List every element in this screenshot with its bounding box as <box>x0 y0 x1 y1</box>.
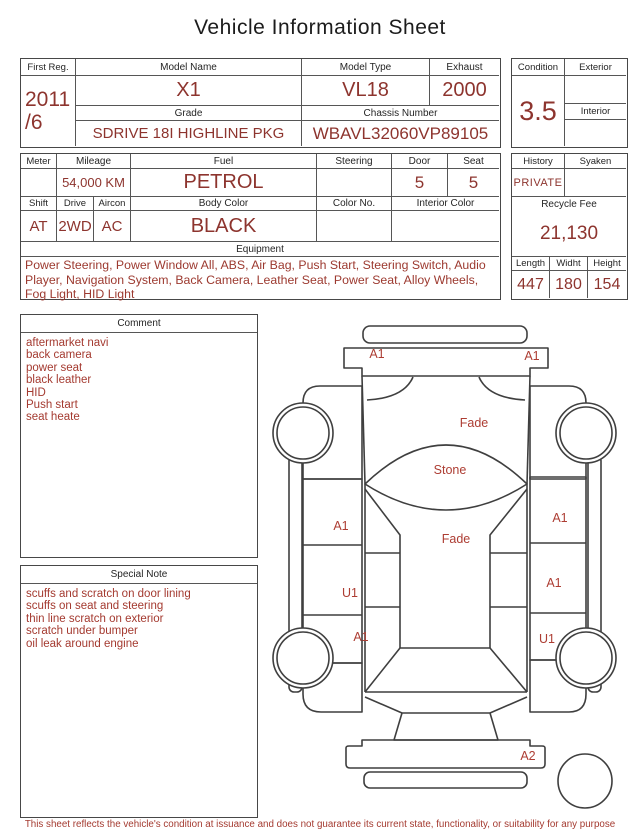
equipment-value: Power Steering, Power Window All, ABS, Air Bag, Push Start, Steering Switch, Audio Player, Navigation System, Back Camera, Leather Seat, Power Seat, Alloy Wheels, Fog Light, HID Light <box>25 258 486 302</box>
damage-label: A1 <box>524 349 540 363</box>
model-type-value: VL18 <box>302 76 430 106</box>
model-type-label: Model Type <box>302 59 430 76</box>
aircon-value: AC <box>94 211 131 242</box>
damage-label: Fade <box>459 416 489 430</box>
damage-labels <box>333 347 567 763</box>
seat-label: Seat <box>448 154 499 169</box>
model-name-label: Model Name <box>76 59 302 76</box>
first-reg-year: 2011 <box>25 88 71 111</box>
interior-color-label: Interior Color <box>392 197 499 211</box>
condition-label: Condition <box>512 59 565 76</box>
first-reg-value <box>21 76 76 146</box>
model-name-value: X1 <box>76 76 302 106</box>
car-damage-diagram <box>260 315 640 815</box>
syaken-value <box>565 169 626 197</box>
note-line: thin line scratch on exterior <box>26 612 164 625</box>
trunk-shape <box>394 713 498 740</box>
steering-label: Steering <box>317 154 392 169</box>
special-note-box <box>20 565 258 818</box>
history-box <box>511 153 628 300</box>
body-color-value: BLACK <box>131 211 317 242</box>
note-line: black leather <box>26 374 92 387</box>
condition-value: 3.5 <box>512 76 565 146</box>
grade-value: SDRIVE 18I HIGHLINE PKG <box>76 121 302 146</box>
note-line: Push start <box>26 399 78 412</box>
history-value: PRIVATE <box>512 169 565 197</box>
chassis-number-label: Chassis Number <box>302 106 499 121</box>
condition-box <box>511 58 628 148</box>
height-value: 154 <box>593 275 621 293</box>
rear-bumper-shape <box>346 740 545 768</box>
damage-label: A1 <box>333 519 349 533</box>
meter-value <box>21 169 57 197</box>
color-no-value <box>317 211 392 242</box>
recycle-fee-value: 21,130 <box>512 212 626 257</box>
exhaust-label: Exhaust <box>430 59 499 76</box>
damage-label: Fade <box>441 532 471 546</box>
disclaimer-text: This sheet reflects the vehicle's condition at issuance and does not guarantee its current state, functionality, or suitability for any purpose <box>24 819 616 830</box>
chassis-number-value: WBAVL32060VP89105 <box>312 123 489 143</box>
syaken-label: Syaken <box>565 154 626 169</box>
note-line: scuffs on seat and steering <box>26 600 164 613</box>
front-bumper-shape <box>363 326 527 343</box>
exhaust-value: 2000 <box>430 76 499 106</box>
length-value: 447 <box>512 271 550 298</box>
mileage-label: Mileage <box>57 154 131 169</box>
first-reg-label: First Reg. <box>21 59 76 76</box>
height-label: Height <box>588 257 626 271</box>
interior-label: Interior <box>565 104 626 120</box>
exterior-value <box>565 76 626 104</box>
meter-label: Meter <box>21 154 57 169</box>
note-line: scuffs and scratch on door lining <box>26 588 191 600</box>
note-line: scratch under bumper <box>26 625 138 638</box>
windshield-shape <box>365 445 527 510</box>
note-line: back camera <box>26 349 92 362</box>
note-line: oil leak around engine <box>26 637 139 650</box>
equipment-label: Equipment <box>21 242 499 257</box>
note-line: aftermarket navi <box>26 337 109 349</box>
fuel-value: PETROL <box>131 169 317 197</box>
damage-label: U1 <box>539 632 555 646</box>
note-line: power seat <box>26 361 83 374</box>
color-no-label: Color No. <box>317 197 392 211</box>
damage-label: A1 <box>369 347 385 361</box>
damage-label: U1 <box>342 586 358 600</box>
shift-value: AT <box>21 211 57 242</box>
aircon-label: Aircon <box>94 197 131 211</box>
length-label: Length <box>512 257 550 271</box>
special-note-lines <box>21 584 257 817</box>
comment-box <box>20 314 258 558</box>
note-line: HID <box>26 386 46 399</box>
first-reg-month: /6 <box>25 111 43 134</box>
recycle-fee-label: Recycle Fee <box>541 199 597 210</box>
steering-value <box>317 169 392 197</box>
damage-label: A1 <box>552 511 568 525</box>
drive-value: 2WD <box>57 211 94 242</box>
damage-label: A1 <box>353 630 369 644</box>
damage-label: Stone <box>433 463 467 477</box>
door-value: 5 <box>392 169 448 197</box>
fuel-label: Fuel <box>131 154 317 169</box>
body-color-label: Body Color <box>131 197 317 211</box>
interior-value <box>565 120 626 146</box>
comment-title: Comment <box>21 315 257 333</box>
page-title: Vehicle Information Sheet <box>194 16 446 39</box>
seat-value: 5 <box>448 169 499 197</box>
damage-label: A2 <box>520 749 536 763</box>
rear-window-shape <box>365 648 527 692</box>
door-label: Door <box>392 154 448 169</box>
exterior-label: Exterior <box>565 59 626 76</box>
damage-label: A1 <box>546 576 562 590</box>
width-label: Widht <box>550 257 588 271</box>
spare-wheel <box>558 754 612 808</box>
comment-lines <box>21 333 257 557</box>
grade-label: Grade <box>76 106 302 121</box>
interior-color-value <box>392 211 499 242</box>
history-label: History <box>512 154 565 169</box>
width-value: 180 <box>550 271 588 298</box>
registration-table <box>20 58 501 148</box>
shift-label: Shift <box>21 197 57 211</box>
specs-table <box>20 153 501 300</box>
drive-label: Drive <box>57 197 94 211</box>
note-line: seat heate <box>26 411 80 424</box>
mileage-value: 54,000 KM <box>57 169 131 197</box>
special-note-title: Special Note <box>21 566 257 584</box>
